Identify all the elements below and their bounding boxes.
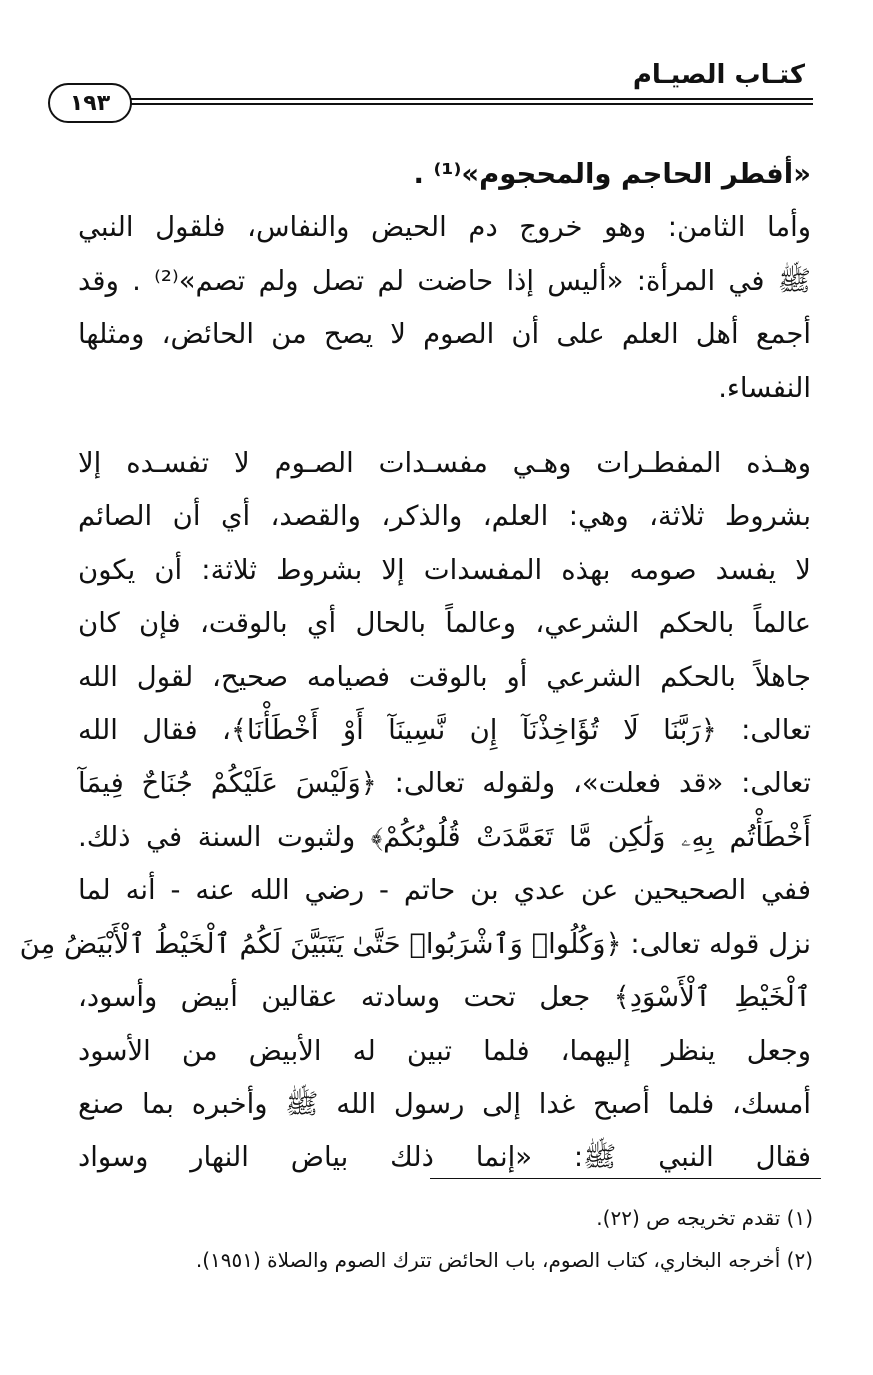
body-line: ففي الصحيحين عن عدي بن حاتم - رضي الله عنه - أنه لما [78, 874, 811, 907]
body-line: تعالى: ﴿رَبَّنَا لَا تُؤَاخِذْنَآ إِن نَّسِينَآ أَوْ أَخْطَأْنَا﴾، فقال الله [78, 714, 811, 747]
body-line: ﷺ في المرأة: «أليس إذا حاضت لم تصل ولم تصم»⁽²⁾ . وقد [78, 264, 811, 297]
body-line: تعالى: «قد فعلت»، ولقوله تعالى: ﴿وَلَيْسَ عَلَيْكُمْ جُنَاحٌ فِيمَآ [78, 767, 811, 800]
body-line: ٱلْخَيْطِ ٱلْأَسْوَدِ﴾ جعل تحت وسادته عقالين أبيض وأسود، [78, 981, 811, 1014]
body-line: أَخْطَأْتُم بِهِۦ وَلَٰكِن مَّا تَعَمَّدَتْ قُلُوبُكُمْ﴾ ولثبوت السنة في ذلك. [78, 820, 811, 853]
body-line: لا يفسد صومه بهذه المفسدات إلا بشروط ثلاثة: أن يكون [78, 553, 811, 586]
footnote-1: (١) تقدم تخريجه ص (٢٢). [596, 1206, 813, 1230]
page-header [0, 0, 873, 120]
chapter-title: كتـاب الصيـام [632, 60, 805, 90]
body-line: بشروط ثلاثة، وهي: العلم، والذكر، والقصد، أي أن الصائم [78, 500, 811, 533]
footnotes [70, 1197, 813, 1281]
body-line: وهـذه المفطـرات وهـي مفسـدات الصـوم لا تفسـده إلا [78, 447, 811, 480]
body-line: فقال النبي ﷺ: «إنما ذلك بياض النهار وسواد [78, 1141, 811, 1174]
paragraph-gap [78, 415, 811, 437]
body-line: عالماً بالحكم الشرعي، وعالماً بالحال أي بالوقت، فإن كان [78, 607, 811, 640]
body-line: نزل قوله تعالى: ﴿وَكُلُوا۟ وَٱشْرَبُوا۟ حَتَّىٰ يَتَبَيَّنَ لَكُمُ ٱلْخَيْطُ ٱلْأَبْيَضُ مِنَ [19, 927, 811, 960]
body-line: أجمع أهل العلم على أن الصوم لا يصح من الحائض، ومثلها [78, 318, 811, 351]
body-line: «أفطر الحاجم والمحجوم»⁽¹⁾ . [413, 158, 811, 190]
body-text [19, 148, 811, 1185]
page-number: ١٩٣ [48, 83, 132, 123]
header-rule [125, 98, 813, 100]
footnote-2: (٢) أخرجه البخاري، كتاب الصوم، باب الحائض تترك الصوم والصلاة (١٩٥١). [195, 1248, 813, 1272]
footnote-rule [430, 1178, 821, 1179]
body-line: وأما الثامن: وهو خروج دم الحيض والنفاس، فلقول النبي [78, 211, 811, 244]
body-line: وجعل ينظر إليهما، فلما تبين له الأبيض من الأسود [78, 1034, 811, 1067]
header-rule-double [125, 103, 813, 105]
body-line: جاهلاً بالحكم الشرعي أو بالوقت فصيامه صحيح، لقول الله [78, 660, 811, 693]
body-line: النفساء. [718, 371, 811, 404]
body-line: أمسك، فلما أصبح غدا إلى رسول الله ﷺ وأخبره بما صنع [78, 1087, 811, 1120]
